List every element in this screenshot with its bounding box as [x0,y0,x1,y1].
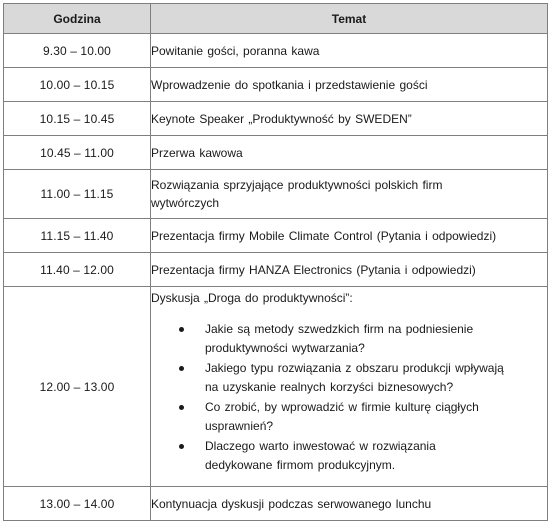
table-row [4,34,548,68]
row-topic-text: Rozwiązania sprzyjające produktywności polskich firm wytwórczych [151,178,443,210]
row-time: 10.00 – 10.15 [4,68,151,102]
row-topic: Przerwa kawowa [151,136,548,170]
row-topic: Wprowadzenie do spotkania i przedstawienie gości [151,68,548,102]
question-text: Dlaczego warto inwestować w rozwiązania dedykowane firmom produkcyjnym. [205,439,436,472]
bullet-icon [179,444,184,449]
row-time: 10.45 – 11.00 [4,136,151,170]
bullet-icon [179,405,184,410]
table-row [4,68,548,102]
question-text: Jakie są metody szwedzkich firm na podniesienie produktywności wytwarzania? [205,322,474,355]
row-topic: Prezentacja firmy HANZA Electronics (Pytania i odpowiedzi) [151,253,548,287]
table-row [4,253,548,287]
table-row [4,170,548,219]
agenda-body [4,34,548,521]
row-time: 11.15 – 11.40 [4,219,151,253]
row-topic: Keynote Speaker „Produktywność by SWEDEN” [151,102,548,136]
bullet-icon [179,366,184,371]
table-row [4,102,548,136]
table-row [4,136,548,170]
list-item [151,359,505,397]
agenda-table [3,3,548,521]
row-time: 11.40 – 12.00 [4,253,151,287]
row-time: 10.15 – 10.45 [4,102,151,136]
row-topic: Powitanie gości, poranna kawa [151,34,548,68]
row-topic [151,170,548,219]
table-row [4,287,548,487]
list-item [151,437,505,475]
list-item [151,320,505,358]
row-topic [151,287,548,487]
discussion-title: Dyskusja „Droga do produktywności”: [151,291,353,305]
list-item [151,398,505,436]
header-time: Godzina [4,4,151,34]
question-text: Co zrobić, by wprowadzić w firmie kulturę ciągłych usprawnień? [205,400,479,433]
header-topic: Temat [151,4,548,34]
row-topic: Prezentacja firmy Mobile Climate Control (Pytania i odpowiedzi) [151,219,548,253]
row-time: 9.30 – 10.00 [4,34,151,68]
row-time: 12.00 – 13.00 [4,287,151,487]
header-row [4,4,548,34]
row-topic: Kontynuacja dyskusji podczas serwowanego lunchu [151,487,548,521]
agenda-header [4,4,548,34]
table-row [4,487,548,521]
question-text: Jakiego typu rozwiązania z obszaru produkcji wpływają na uzyskanie realnych korzyści biznesowych? [205,361,504,394]
row-time: 13.00 – 14.00 [4,487,151,521]
bullet-icon [179,327,184,332]
row-time: 11.00 – 11.15 [4,170,151,219]
discussion-questions [151,320,547,475]
table-row [4,219,548,253]
